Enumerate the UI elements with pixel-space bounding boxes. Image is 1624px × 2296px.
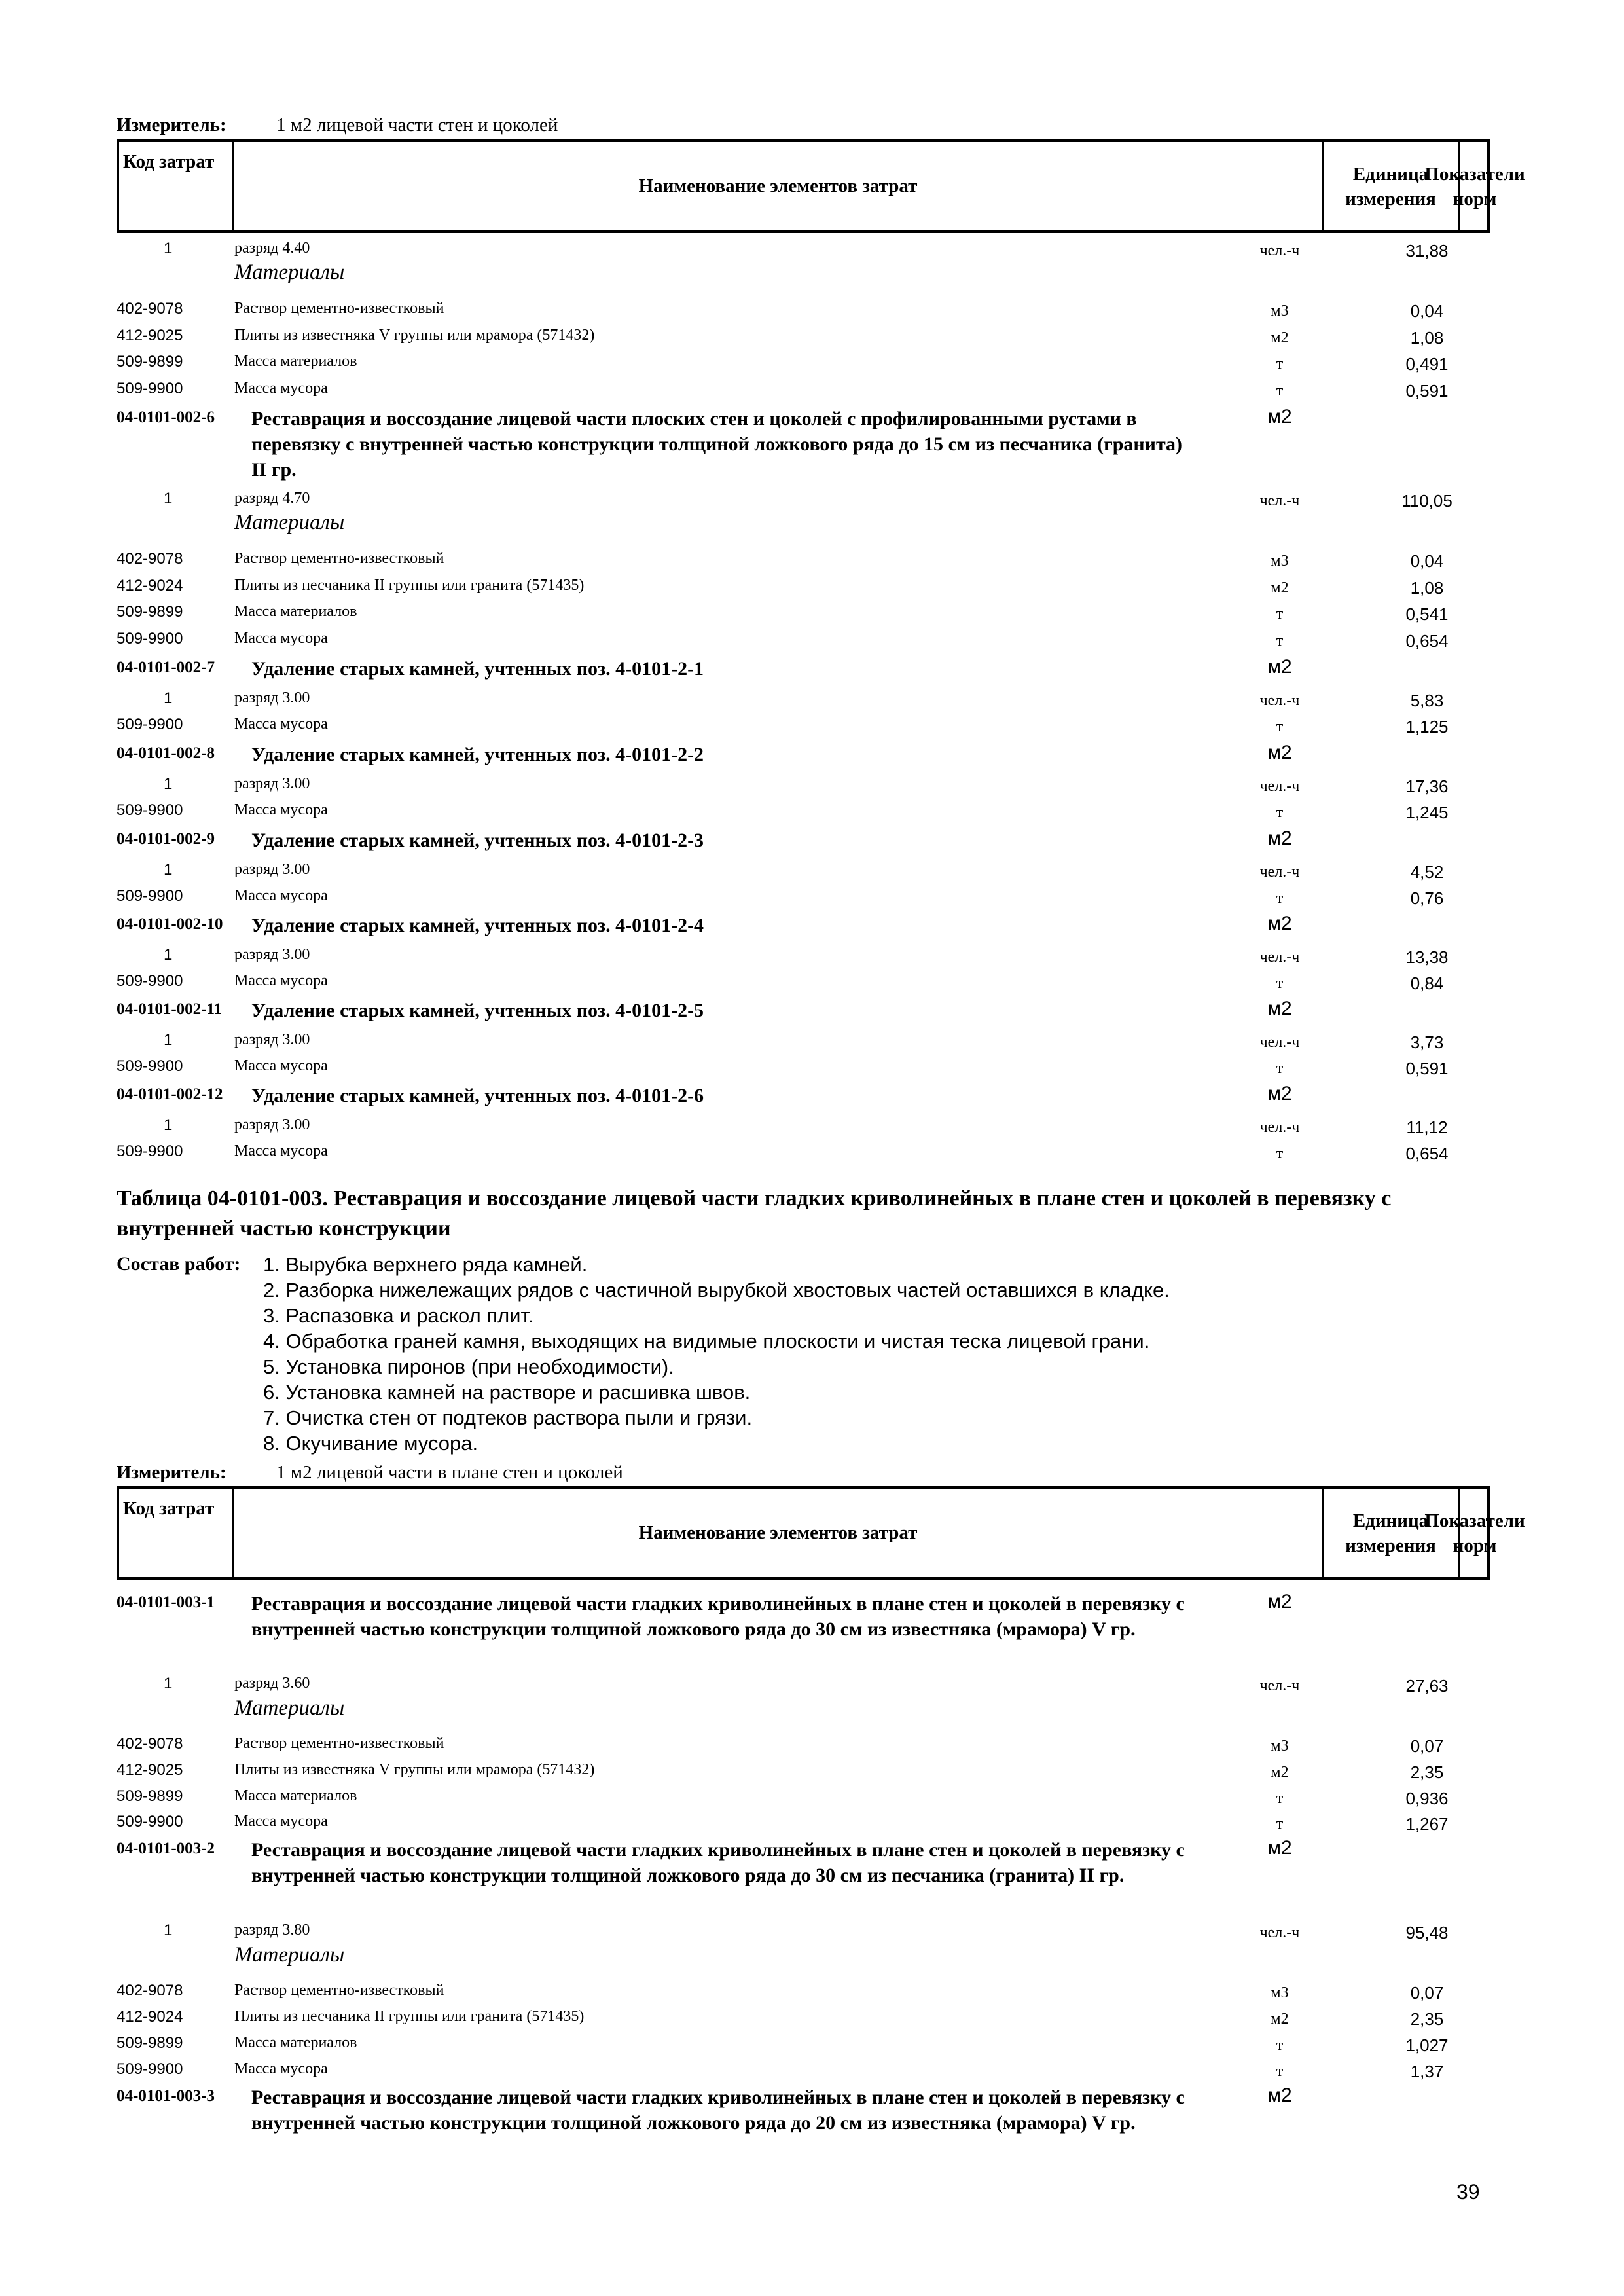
cell-unit: т [1276,632,1284,649]
work-item: 8. Окучивание мусора. [263,1432,478,1455]
work-label: Состав работ: [117,1253,241,1275]
cell-norm: 17,36 [1405,776,1449,796]
cell-norm: 2,35 [1410,1762,1444,1782]
cell-name: Материалы [234,261,345,284]
cell-norm: 0,491 [1405,354,1449,374]
cell-unit: чел.-ч [1259,242,1300,259]
cell-code: 509-9900 [117,972,183,990]
measure-line-2 [117,1462,1491,1484]
cell-name: Удаление старых камней, учтенных поз. 4-0101-2-5 [251,1000,704,1021]
cell-name: разряд 3.00 [234,775,310,792]
cell-unit: т [1276,355,1284,373]
cell-name: Масса мусора [234,1813,328,1830]
header-name: Наименование элементов затрат [234,1489,1324,1577]
cell-name: Удаление старых камней, учтенных поз. 4-0101-2-3 [251,829,704,851]
cell-norm: 1,245 [1405,803,1449,822]
page-number: 39 [1456,2180,1480,2204]
cell-name: Раствор цементно-известковый [234,1735,444,1752]
cell-code: 412-9024 [117,577,183,594]
cell-unit: м3 [1271,1984,1289,2001]
cell-code: 1 [164,1116,173,1134]
cell-norm: 1,027 [1405,2035,1449,2055]
header-norm: Показатели норм [1424,1510,1525,1556]
cell-name: разряд 4.40 [234,240,310,257]
cell-norm: 4,52 [1410,862,1444,882]
cell-name: Реставрация и воссоздание лицевой части гладких криволинейных в плане стен и цоколей в перевязку с внутренней частью конструкции толщиной ложкового ряда до 30 см из песчаника (гранита) II гр. [251,1839,1185,1886]
table-header-1 [117,139,1525,233]
cell-name: разряд 3.00 [234,1116,310,1133]
cell-name: Масса мусора [234,2060,328,2077]
work-item: 2. Разборка нижележащих рядов с частичной вырубкой хвостовых частей оставшихся в кладке. [263,1279,1170,1302]
cell-unit: т [1276,804,1284,821]
cell-code: 509-9899 [117,603,183,621]
cell-name: разряд 3.00 [234,689,310,706]
cell-code: 509-9899 [117,353,183,371]
cell-unit: м2 [1267,998,1292,1019]
cell-name: Удаление старых камней, учтенных поз. 4-0101-2-4 [251,915,704,936]
cell-code: 1 [164,775,173,793]
measure-value: 1 м2 лицевой части стен и цоколей [276,115,558,136]
cell-code: 04-0101-002-8 [117,744,215,762]
cell-code: 1 [164,240,173,257]
cell-norm: 0,76 [1410,888,1444,908]
cell-name: Масса материалов [234,2034,357,2051]
cell-unit: м3 [1271,302,1289,319]
cell-code: 402-9078 [117,1735,183,1753]
measure-value: 1 м2 лицевой части в плане стен и цоколей [276,1462,623,1483]
cell-name: Масса мусора [234,380,328,397]
cell-unit: чел.-ч [1259,692,1300,709]
cell-code: 509-9900 [117,630,183,647]
cell-unit: м2 [1267,1083,1292,1104]
cell-name: Масса мусора [234,887,328,904]
cell-code: 04-0101-002-10 [117,915,223,933]
table-title: Таблица 04-0101-003. Реставрация и воссоздание лицевой части гладких криволинейных в плане стен и цоколей в перевязку с внутренней частью конструкции [117,1186,1392,1241]
cell-code: 1 [164,490,173,507]
cell-unit: чел.-ч [1259,1034,1300,1051]
cell-unit: т [1276,1060,1284,1077]
cell-name: Удаление старых камней, учтенных поз. 4-0101-2-1 [251,658,704,680]
cell-code: 04-0101-003-1 [117,1594,215,1611]
cell-norm: 11,12 [1406,1118,1448,1137]
cell-norm: 31,88 [1405,241,1449,261]
cell-unit: т [1276,382,1284,399]
cell-code: 1 [164,946,173,964]
measure-label: Измеритель: [117,115,226,136]
cell-name: Удаление старых камней, учтенных поз. 4-0101-2-2 [251,744,704,765]
cell-code: 1 [164,1922,173,1939]
header-code: Код затрат [119,142,234,230]
cell-code: 04-0101-003-3 [117,2087,215,2105]
cell-code: 402-9078 [117,1982,183,1999]
cell-unit: м3 [1271,553,1289,570]
cell-code: 509-9900 [117,887,183,905]
cell-norm: 2,35 [1410,2009,1444,2029]
cell-name: Масса мусора [234,1142,328,1159]
work-item: 7. Очистка стен от подтеков раствора пыли и грязи. [263,1406,753,1429]
cell-code: 04-0101-002-9 [117,830,215,848]
cell-name: Материалы [234,1943,345,1967]
cell-code: 509-9900 [117,1813,183,1831]
cell-code: 412-9025 [117,1761,183,1779]
cell-norm: 1,08 [1410,578,1444,598]
cell-norm: 0,04 [1410,301,1444,321]
cell-code: 04-0101-002-12 [117,1085,223,1103]
cell-unit: м2 [1267,828,1292,849]
cell-code: 402-9078 [117,300,183,318]
cell-unit: т [1276,1145,1284,1162]
measure-line-1 [117,115,1491,137]
cell-code: 509-9900 [117,1057,183,1075]
cell-unit: м2 [1271,2011,1289,2028]
cell-code: 509-9899 [117,1787,183,1805]
cell-name: Масса материалов [234,1787,357,1804]
cell-unit: м2 [1267,913,1292,934]
cell-norm: 0,04 [1410,551,1444,571]
cell-unit: м2 [1267,656,1292,678]
cell-name: Раствор цементно-известковый [234,1982,444,1999]
cell-unit: чел.-ч [1259,949,1300,966]
cell-norm: 0,654 [1405,1144,1449,1163]
cell-code: 509-9900 [117,716,183,733]
cell-name: Материалы [234,1696,345,1720]
cell-unit: т [1276,718,1284,735]
cell-norm: 27,63 [1405,1676,1449,1696]
cell-code: 1 [164,861,173,879]
cell-unit: чел.-ч [1259,864,1300,881]
cell-code: 1 [164,689,173,707]
cell-name: Масса мусора [234,801,328,818]
header-unit: Единица измерения [1324,142,1460,230]
cell-name: Плиты из песчаника II группы или гранита (571435) [234,577,585,594]
cell-name: Масса материалов [234,353,357,370]
cell-norm: 0,541 [1405,604,1449,624]
cell-norm: 3,73 [1410,1032,1444,1052]
table-header-2 [117,1486,1525,1580]
cell-unit: м2 [1271,1764,1289,1781]
work-item: 4. Обработка граней камня, выходящих на видимые плоскости и чистая теска лицевой грани. [263,1330,1150,1353]
cell-unit: т [1276,1790,1284,1807]
cell-norm: 0,07 [1410,1983,1444,2003]
cell-code: 04-0101-002-7 [117,659,215,676]
cell-name: разряд 3.00 [234,1031,310,1048]
cell-unit: м2 [1271,329,1289,346]
cell-unit: м2 [1267,1837,1292,1859]
cell-norm: 1,37 [1410,2062,1444,2081]
cell-code: 1 [164,1675,173,1692]
cell-name: Масса мусора [234,972,328,989]
cell-norm: 0,936 [1405,1789,1449,1808]
work-item: 6. Установка камней на растворе и расшивка швов. [263,1381,751,1404]
cell-unit: чел.-ч [1259,1924,1300,1941]
cell-norm: 95,48 [1405,1923,1449,1942]
cell-name: Реставрация и воссоздание лицевой части плоских стен и цоколей с профилированными рустами в перевязку с внутренней частью конструкции толщиной ложкового ряда до 15 см из песчаника (гранита) II гр. [251,408,1183,481]
header-name: Наименование элементов затрат [234,142,1324,230]
cell-norm: 0,591 [1405,381,1449,401]
cell-unit: чел.-ч [1259,1119,1300,1136]
cell-name: разряд 3.80 [234,1922,310,1939]
cell-name: Масса мусора [234,1057,328,1074]
cell-name: Плиты из известняка V группы или мрамора (571432) [234,1761,595,1778]
cell-code: 04-0101-002-11 [117,1000,223,1018]
cell-name: разряд 4.70 [234,490,310,507]
cell-unit: т [1276,606,1284,623]
cell-unit: т [1276,890,1284,907]
header-norm: Показатели норм [1424,163,1525,210]
cell-unit: м2 [1267,2085,1292,2106]
cell-name: Реставрация и воссоздание лицевой части гладких криволинейных в плане стен и цоколей в перевязку с внутренней частью конструкции толщиной ложкового ряда до 20 см из известняка (мрамора) V гр. [251,2086,1185,2134]
cell-unit: т [1276,975,1284,992]
cell-norm: 1,267 [1405,1814,1449,1834]
cell-unit: чел.-ч [1259,1677,1300,1694]
cell-unit: т [1276,1815,1284,1832]
cell-code: 04-0101-002-6 [117,409,215,426]
measure-label: Измеритель: [117,1462,226,1483]
cell-code: 402-9078 [117,550,183,568]
cell-unit: т [1276,2063,1284,2080]
cell-code: 509-9900 [117,1142,183,1160]
cell-name: Плиты из известняка V группы или мрамора (571432) [234,327,595,344]
work-item: 3. Распазовка и раскол плит. [263,1304,533,1327]
cell-name: Материалы [234,511,345,534]
cell-name: Масса мусора [234,716,328,733]
cell-code: 509-9899 [117,2034,183,2052]
cell-norm: 5,83 [1410,691,1444,710]
cell-norm: 13,38 [1405,947,1449,967]
cell-name: Плиты из песчаника II группы или гранита (571435) [234,2008,585,2025]
cell-norm: 0,07 [1410,1736,1444,1756]
cell-norm: 0,654 [1405,631,1449,651]
cell-code: 04-0101-003-2 [117,1840,215,1857]
cell-code: 509-9900 [117,380,183,397]
header-code: Код затрат [119,1489,234,1577]
cell-name: разряд 3.00 [234,861,310,878]
cell-norm: 0,591 [1405,1059,1449,1078]
work-item: 1. Вырубка верхнего ряда камней. [263,1253,588,1276]
cell-name: Масса мусора [234,630,328,647]
cell-code: 1 [164,1031,173,1049]
header-unit: Единица измерения [1324,1489,1460,1577]
cell-unit: м2 [1271,579,1289,596]
work-item: 5. Установка пиронов (при необходимости). [263,1355,674,1378]
cell-name: Масса материалов [234,603,357,620]
cell-name: Раствор цементно-известковый [234,550,444,567]
cell-norm: 0,84 [1410,974,1444,993]
cell-unit: т [1276,2037,1284,2054]
cell-unit: м2 [1267,742,1292,763]
cell-code: 509-9900 [117,801,183,819]
cell-name: разряд 3.60 [234,1675,310,1692]
cell-name: Удаление старых камней, учтенных поз. 4-0101-2-6 [251,1085,704,1106]
cell-unit: чел.-ч [1259,492,1300,509]
cell-code: 412-9025 [117,327,183,344]
cell-unit: чел.-ч [1259,778,1300,795]
cell-norm: 1,08 [1410,328,1444,348]
cell-name: Реставрация и воссоздание лицевой части гладких криволинейных в плане стен и цоколей в перевязку с внутренней частью конструкции толщиной ложкового ряда до 30 см из известняка (мрамора) V гр. [251,1593,1185,1640]
cell-norm: 1,125 [1405,717,1449,737]
cell-unit: м3 [1271,1738,1289,1755]
cell-name: Раствор цементно-известковый [234,300,444,317]
cell-unit: м2 [1267,1591,1292,1613]
cell-code: 412-9024 [117,2008,183,2026]
cell-norm: 110,05 [1401,491,1453,511]
cell-unit: м2 [1267,406,1292,428]
cell-name: разряд 3.00 [234,946,310,963]
cell-code: 509-9900 [117,2060,183,2078]
